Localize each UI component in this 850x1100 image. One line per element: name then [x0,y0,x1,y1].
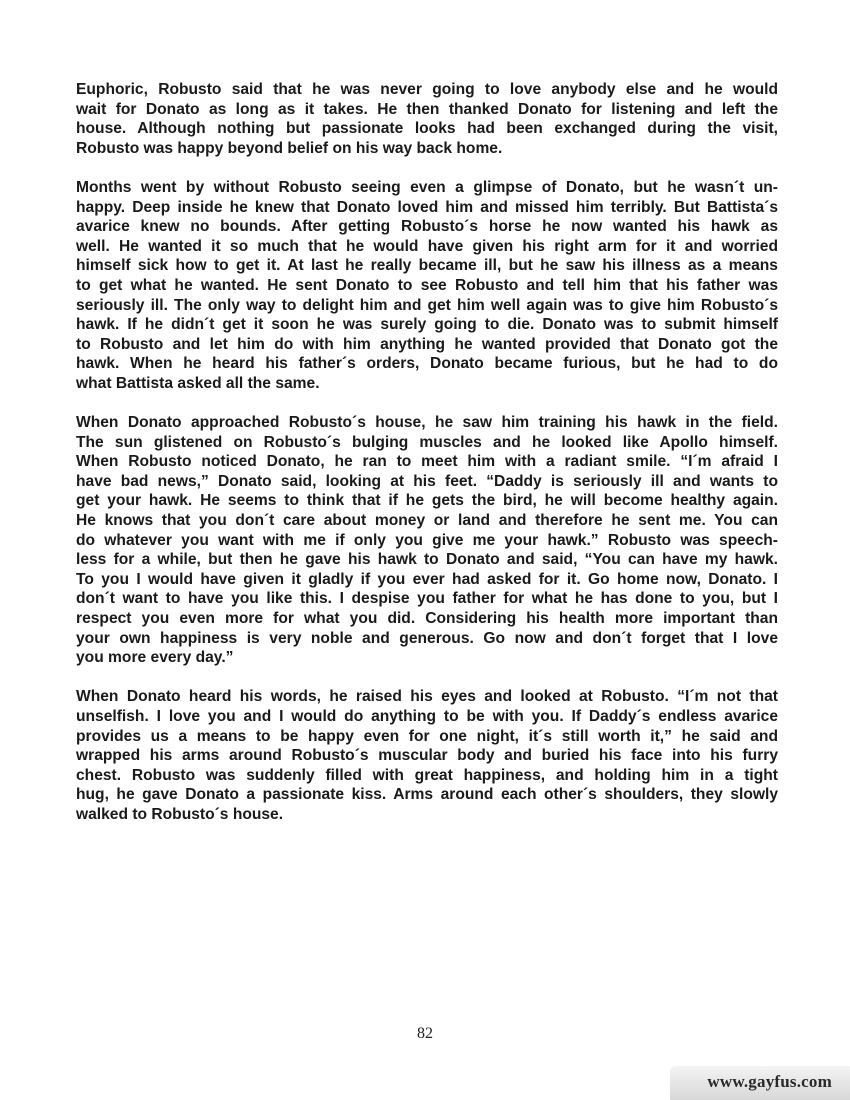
text-line: He knows that you don´t care about money or land and therefore he sent me. You can [76,512,778,530]
text-line: wrapped his arms around Robusto´s muscular body and buried his face into his furry [76,747,778,765]
text-line: what Battista asked all the same. [76,374,320,392]
text-line: do whatever you want with me if only you give me your hawk.” Robusto was speech- [76,531,778,549]
text-line: to get what he wanted. He sent Donato to see Robusto and tell him that his father was [76,276,778,294]
paragraph-3 [76,413,778,668]
text-line: hawk. If he didn´t get it soon he was surely going to die. Donato was to submit himself [76,316,778,334]
text-line: house. Although nothing but passionate looks had been exchanged during the visit, [76,120,778,138]
text-line: hug, he gave Donato a passionate kiss. Arms around each other´s shoulders, they slowly [76,786,778,804]
text-line: have bad news,” Donato said, looking at his feet. “Daddy is seriously ill and wants to [76,472,778,490]
text-line: When Donato heard his words, he raised his eyes and looked at Robusto. “I´m not that [76,688,778,706]
text-line: unselfish. I love you and I would do anything to be with you. If Daddy´s endless avarice [76,708,778,725]
text-line: To you I would have given it gladly if you ever had asked for it. Go home now, Donato. I [76,570,778,588]
text-line: himself sick how to get it. At last he really became ill, but he saw his illness as a means [76,257,778,275]
text-line: happy. Deep inside he knew that Donato loved him and missed him terribly. But Battista´s [76,198,778,216]
paragraph-4 [76,687,778,824]
text-line: The sun glistened on Robusto´s bulging muscles and he looked like Apollo himself. [76,433,778,451]
text-line: your own happiness is very noble and generous. Go now and don´t forget that I love [76,629,778,647]
text-line: get your hawk. He seems to think that if he gets the bird, he will become healthy again. [76,492,778,510]
text-line: Months went by without Robusto seeing even a glimpse of Donato, but he wasn´t un- [76,178,778,196]
text-line: you more every day.” [76,649,234,667]
text-line: avarice knew no bounds. After getting Robusto´s horse he now wanted his hawk as [76,218,778,236]
story-text [76,80,778,844]
text-line: provides us a means to be happy even for one night, it´s still worth it,” he said and [76,727,778,745]
text-line: hawk. When he heard his father´s orders, Donato became furious, but he had to do [76,355,778,373]
watermark-text: www.gayfus.com [707,1072,832,1091]
text-line: less for a while, but then he gave his hawk to Donato and said, “You can have my hawk. [76,551,778,569]
paragraph-2 [76,178,778,394]
page-number: 82 [417,1025,433,1042]
text-line: wait for Donato as long as it takes. He then thanked Donato for listening and left the [76,100,778,118]
text-line: Euphoric, Robusto said that he was never going to love anybody else and he would [76,81,778,98]
text-line: chest. Robusto was suddenly filled with great happiness, and holding him in a tight [76,766,778,784]
text-line: When Donato approached Robusto´s house, he saw him training his hawk in the field. [76,414,778,432]
text-line: walked to Robusto´s house. [76,805,284,823]
text-line: don´t want to have you like this. I despise you father for what he has done to you, but I [76,590,778,608]
text-line: to Robusto and let him do with him anything he wanted provided that Donato got the [76,335,778,353]
text-line: seriously ill. The only way to delight him and get him well again was to give him Robusto´s [76,296,778,314]
paragraph-1 [76,80,778,158]
text-line: When Robusto noticed Donato, he ran to meet him with a radiant smile. “I´m afraid I [76,453,778,471]
text-line: respect you even more for what you did. Considering his health more important than [76,610,778,628]
text-line: well. He wanted it so much that he would have given his right arm for it and worried [76,237,778,255]
text-line: Robusto was happy beyond belief on his way back home. [76,139,503,157]
watermark-banner [670,1066,850,1100]
